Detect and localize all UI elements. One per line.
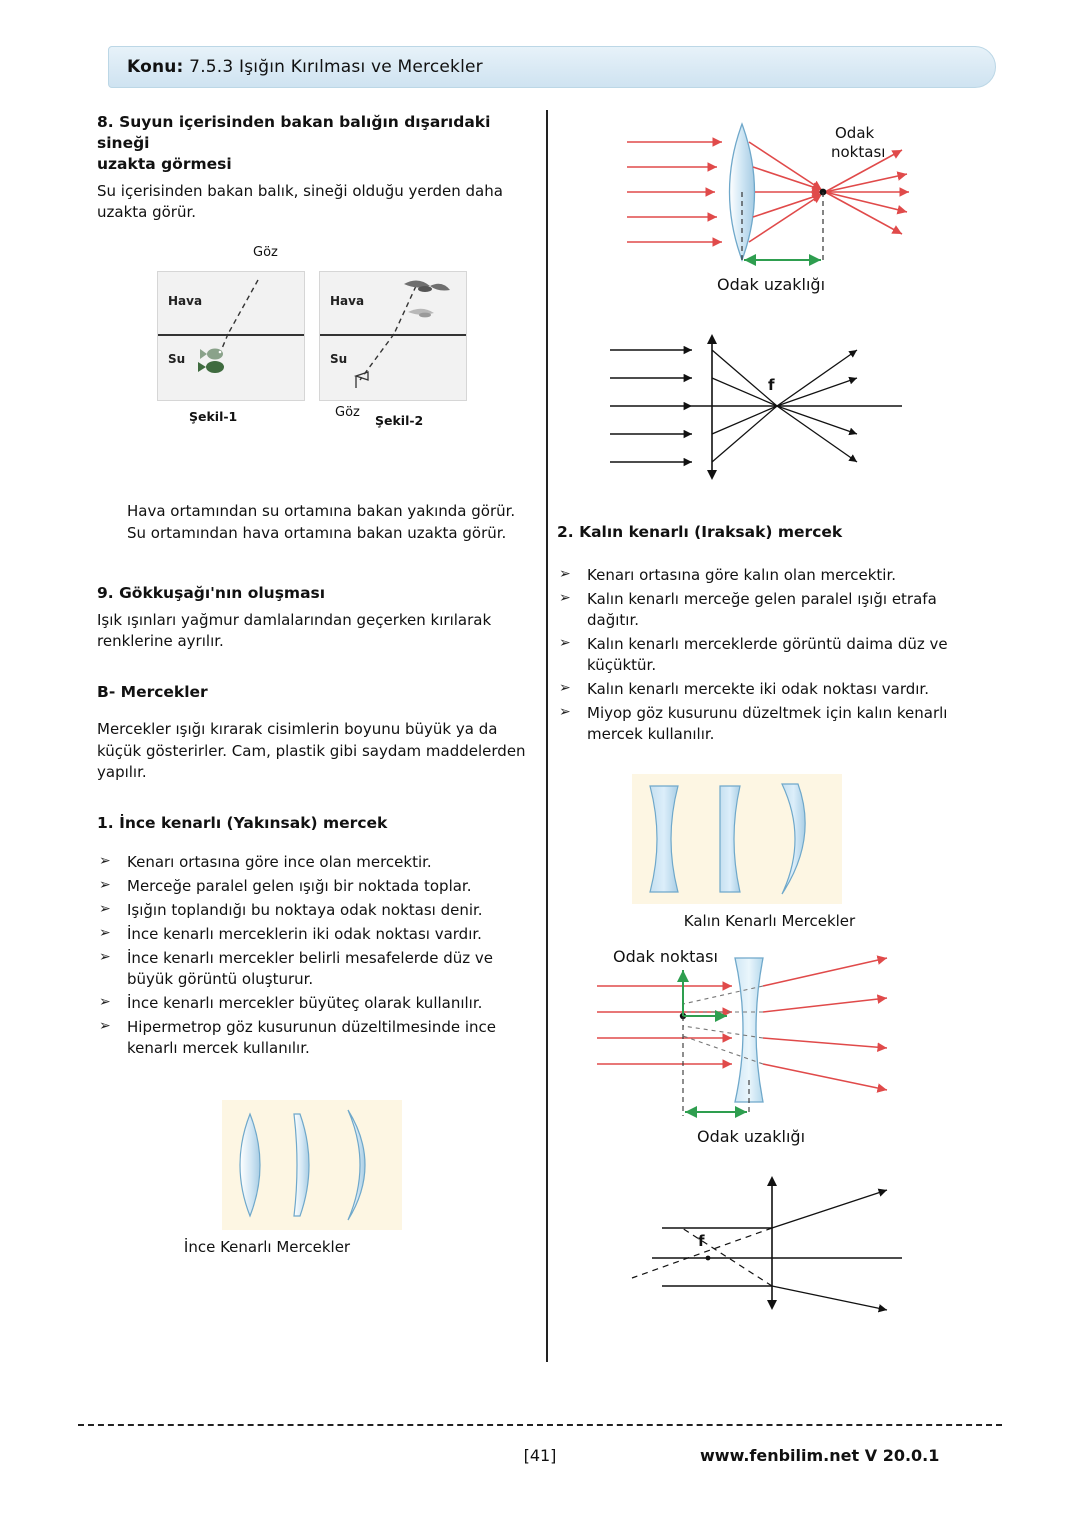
ray-diagram-focus-label: f (768, 376, 775, 394)
panel1-eye-label: Göz (253, 245, 278, 261)
diverging-focus-svg (587, 940, 947, 1150)
section-8-heading-line1: 8. Suyun içerisinden bakan balığın dışarıdaki sineği (97, 113, 491, 152)
svg-text:Odak: Odak (835, 124, 875, 142)
section-2-bullet-list (557, 565, 982, 745)
figure-diverging-lens-shapes (632, 774, 982, 904)
section-8-heading-line2: uzakta görmesi (97, 154, 232, 173)
section-8-body (97, 181, 527, 224)
section-2-heading: 2. Kalın kenarlı (Iraksak) mercek (557, 523, 843, 541)
svg-text:noktası: noktası (831, 143, 886, 161)
diverging-lens-shapes-svg (632, 774, 842, 904)
panel1-water-label: Su (168, 352, 186, 367)
section-9-body-line1: Işık ışınları yağmur damlalarından geçerken kırılarak (97, 610, 492, 629)
ray-diagram-svg (602, 328, 922, 488)
panel2-water-label: Su (330, 352, 348, 367)
footer-site (700, 1446, 939, 1465)
figure-panel-1 (157, 271, 305, 401)
converging-lens-shapes-svg (222, 1100, 402, 1230)
topic-header-label: Konu: (127, 57, 184, 77)
footer-site-url: www.fenbilim.net (700, 1446, 860, 1465)
panel2-caption: Şekil-2 (375, 413, 424, 429)
figure-fish-fly (157, 241, 487, 441)
section-b-body (97, 719, 527, 783)
topic-header-banner (108, 46, 996, 88)
panel1-ray-svg (158, 272, 304, 400)
left-column (97, 112, 527, 1256)
section-9-body (97, 610, 527, 653)
figure-ray-diagram (602, 328, 982, 488)
figure-diverging-rays (612, 1168, 982, 1318)
list-item: ➢ Kenarı ortasına göre kalın olan mercektir. (557, 565, 982, 586)
topic-header-text (127, 57, 483, 77)
footer-version: V 20.0.1 (864, 1446, 940, 1465)
figure-fish-note-line2: Su ortamından hava ortamına bakan uzakta görür. (127, 524, 507, 543)
figure-panel-2 (319, 271, 467, 401)
section-8-heading (97, 112, 527, 175)
topic-header-title: 7.5.3 Işığın Kırılması ve Mercekler (189, 57, 483, 77)
right-column (557, 112, 982, 1318)
list-item: ➢ Işığın toplandığı bu noktaya odak noktası denir. (97, 900, 527, 921)
list-item: ➢ İnce kenarlı mercekler belirli mesafelerde düz ve büyük görüntü oluşturur. (97, 948, 527, 990)
column-divider (546, 110, 548, 1362)
section-9-body-line2: renklerine ayrılır. (97, 632, 224, 651)
list-item: ➢ İnce kenarlı mercekler büyüteç olarak kullanılır. (97, 993, 527, 1014)
list-item: ➢ Kalın kenarlı merceğe gelen paralel ışığı etrafa dağıtır. (557, 589, 982, 631)
panel1-air-label: Hava (168, 294, 203, 309)
list-item: ➢ Kalın kenarlı merceklerde görüntü daima düz ve küçüktür. (557, 634, 982, 676)
panel1-caption: Şekil-1 (189, 409, 238, 425)
section-1-heading: 1. İnce kenarlı (Yakınsak) mercek (97, 814, 388, 833)
figure-converging-focus (617, 112, 982, 312)
figure-fish-note (127, 501, 527, 545)
figure-converging-lens-caption: İnce Kenarlı Mercekler (183, 1238, 351, 1257)
section-b-heading: B- Mercekler (97, 683, 208, 702)
diverging-focus-label: f (698, 1231, 705, 1250)
figure-diverging-focus (587, 940, 982, 1150)
diverging-rays-svg (612, 1168, 912, 1318)
footer-divider (78, 1424, 1002, 1426)
page-number: [41] (523, 1446, 557, 1465)
section-b-body-line2: küçük gösterirler. Cam, plastik gibi saydam maddelerden (97, 741, 526, 760)
list-item: ➢ Kalın kenarlı mercekte iki odak noktası vardır. (557, 679, 982, 700)
section-1-bullet-list (97, 852, 527, 1059)
figure-diverging-lens-caption: Kalın Kenarlı Mercekler (683, 911, 856, 930)
list-item: ➢ Kenarı ortasına göre ince olan mercektir. (97, 852, 527, 873)
list-item: ➢ Merceğe paralel gelen ışığı bir noktada toplar. (97, 876, 527, 897)
list-item: ➢ İnce kenarlı merceklerin iki odak noktası vardır. (97, 924, 527, 945)
figure-fish-note-line1: Hava ortamından su ortamına bakan yakında görür. (127, 502, 516, 521)
panel2-air-label: Hava (330, 294, 365, 309)
list-item: ➢ Hipermetrop göz kusurunun düzeltilmesinde ince kenarlı mercek kullanılır. (97, 1017, 527, 1059)
section-8-body-line2: uzakta görür. (97, 203, 197, 222)
section-9-heading: 9. Gökkuşağı'nın oluşması (97, 583, 326, 602)
svg-text:Odak uzaklığı: Odak uzaklığı (717, 275, 826, 294)
list-item: ➢ Miyop göz kusurunu düzeltmek için kalın kenarlı mercek kullanılır. (557, 703, 982, 745)
panel2-ray-svg (320, 272, 466, 400)
panel2-eye-label: Göz (335, 405, 360, 421)
converging-focus-svg (617, 112, 937, 312)
svg-text:Odak noktası: Odak noktası (613, 946, 718, 966)
figure-converging-lens-shapes (222, 1100, 402, 1230)
section-8-body-line1: Su içerisinden bakan balık, sineği olduğu yerden daha (97, 181, 503, 200)
section-b-body-line3: yapılır. (97, 762, 147, 781)
section-b-body-line1: Mercekler ışığı kırarak cisimlerin boyunu büyük ya da (97, 720, 498, 739)
svg-text:Odak uzaklığı: Odak uzaklığı (697, 1126, 806, 1146)
